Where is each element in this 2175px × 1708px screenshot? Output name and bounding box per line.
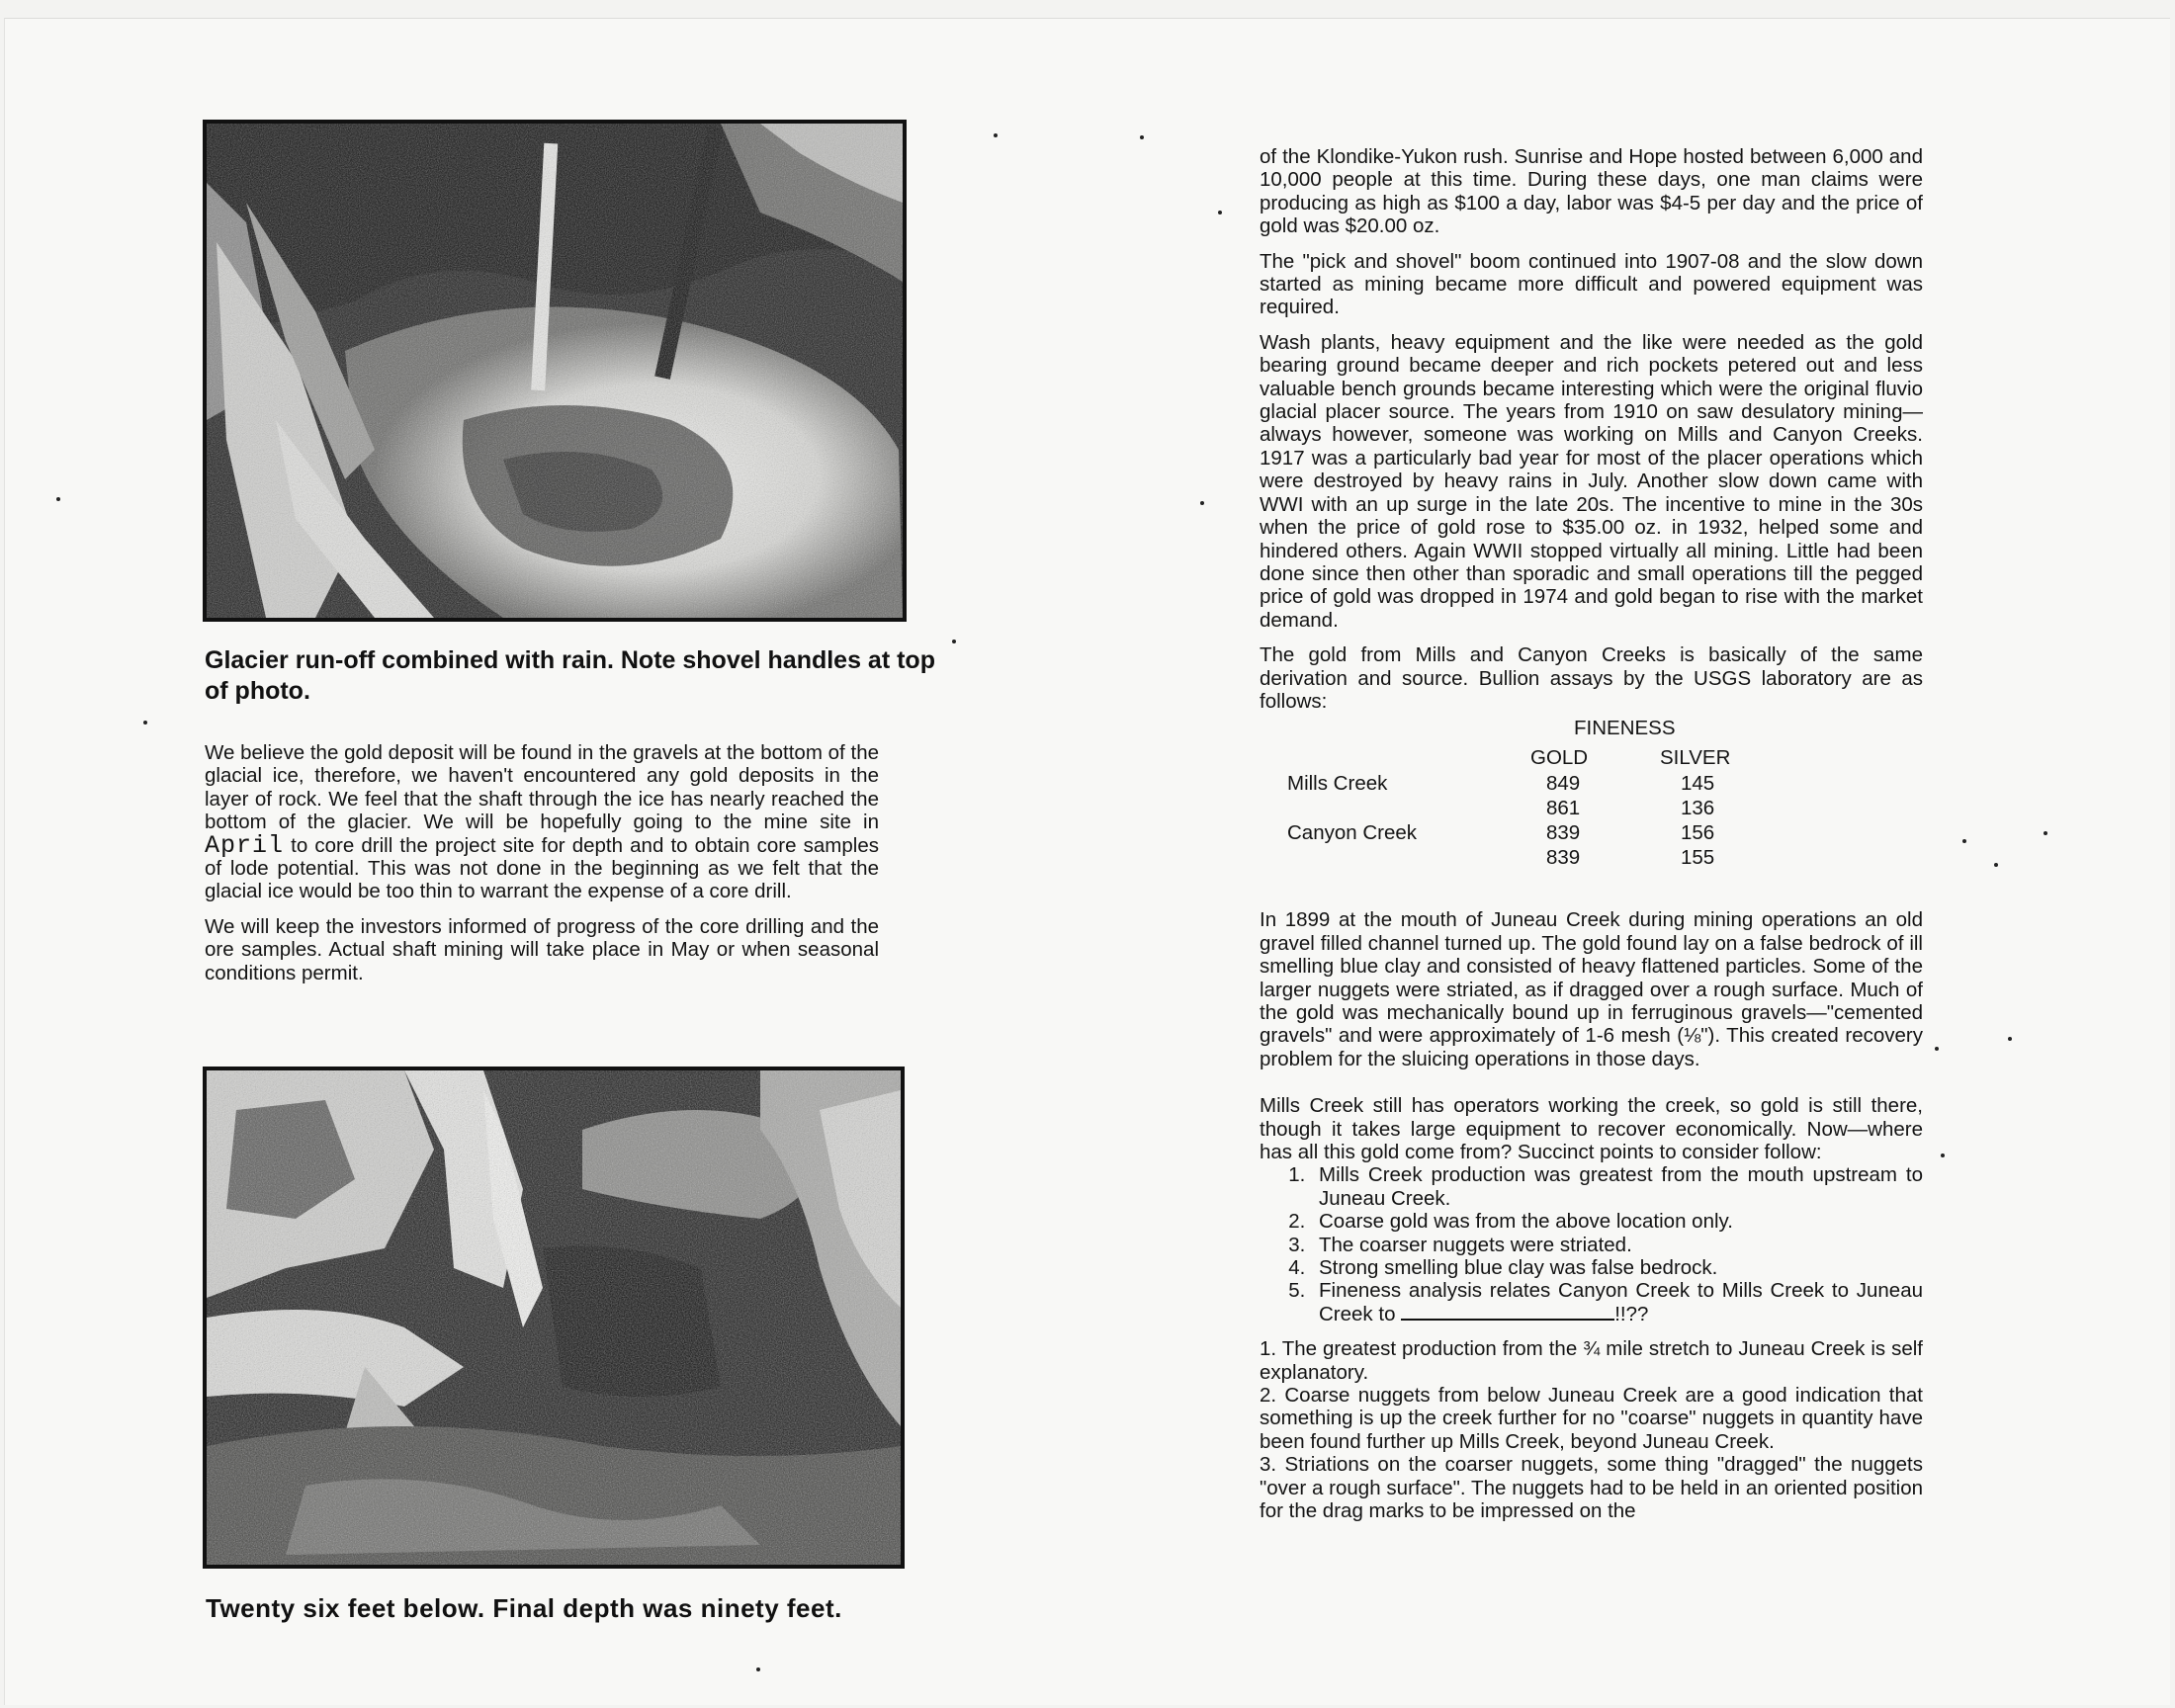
list-item: 1. Mills Creek production was greatest from the mouth upstream to Juneau Creek. — [1311, 1163, 1923, 1210]
scan-speck — [952, 640, 956, 643]
explanation-3: 3. Striations on the coarser nuggets, some thing "dragged" the nuggets "over a rough surface". The nuggets had to be held in an oriented position for the drag marks to be impressed on the — [1260, 1453, 1923, 1523]
right-column-text — [1260, 145, 1923, 1523]
point5-text: Fineness analysis relates Canyon Creek to Mills Creek to Juneau Creek to — [1319, 1279, 1923, 1325]
list-item — [1311, 1279, 1923, 1325]
table-row-silver: 136 — [1681, 797, 1715, 820]
right-paragraph-1: of the Klondike-Yukon rush. Sunrise and Hope hosted between 6,000 and 10,000 people at this time. During these days, one man claims were producing as high as $100 a day, labor was $4-5 per day and the price of gold was $20.00 oz. — [1260, 145, 1923, 238]
shaft-depth-image — [207, 1070, 901, 1565]
glacier-runoff-photo — [203, 120, 907, 622]
fineness-table — [1260, 717, 1923, 898]
right-paragraph-2: The "pick and shovel" boom continued into 1907-08 and the slow down started as mining became more difficult and powered equipment was required. — [1260, 249, 1923, 319]
right-paragraph-6: Mills Creek still has operators working the creek, so gold is still there, though it takes large equipment to recover economically. Now—where has all this gold come from? Succinct points to consider follow: — [1260, 1094, 1923, 1163]
table-row-gold: 861 — [1546, 797, 1581, 820]
glacier-runoff-image — [207, 124, 903, 618]
explanation-1: 1. The greatest production from the ¾ mile stretch to Juneau Creek is self explanatory. — [1260, 1337, 1923, 1384]
gold-column-header: GOLD — [1530, 746, 1589, 770]
scan-speck — [56, 497, 60, 501]
table-row-gold: 849 — [1546, 772, 1581, 796]
month-april: April — [205, 830, 285, 860]
left-column-text — [205, 741, 879, 996]
scan-speck — [756, 1667, 760, 1671]
table-row-creek: Canyon Creek — [1287, 821, 1418, 845]
left-p1-text-a: We believe the gold deposit will be found in the gravels at the bottom of the glacial ice, therefore, we haven't encountered any gold deposits in the layer of rock. We feel that the shaft through the ice has nearly reached the bottom of the glacier. We will be hopefully going to the mine site in — [205, 741, 879, 834]
table-row-creek: Mills Creek — [1287, 772, 1388, 796]
explanation-2: 2. Coarse nuggets from below Juneau Creek are a good indication that something is up the creek further for no "coarse" nuggets in quantity have been found further up Mills Creek, beyond Juneau Creek. — [1260, 1384, 1923, 1453]
scan-speck — [2008, 1037, 2012, 1041]
right-paragraph-5: In 1899 at the mouth of Juneau Creek during mining operations an old gravel filled channel turned up. The gold found lay on a false bedrock of ill smelling blue clay and consisted of heavy flattened particles. Some of the larger nuggets were striated, as if dragged over a rough surface. Much of the gold was mechanically bound up in ferruginous gravels—"cemented gravels" and were approximately of 1-6 mesh (⅛"). This created recovery problem for the sluicing operations in those days. — [1260, 908, 1923, 1070]
list-item: 3. The coarser nuggets were striated. — [1311, 1234, 1923, 1256]
right-paragraph-3: Wash plants, heavy equipment and the like were needed as the gold bearing ground became deeper and rich pockets petered out and less valuable bench grounds became interesting which were the original fluvio glacial placer source. The years from 1910 on saw desulatory mining—always however, someone was working on Mills and Canyon Creeks. 1917 was a particularly bad year for most of the placer operations which were destroyed by heavy rains in July. Another slow down came with WWI with an up surge in the late 20s. The incentive to mine in the 30s when the price of gold rose to $35.00 oz. in 1932, helped some and hindered others. Again WWII stopped virtually all mining. Little had been done since then other than sporadic and small operations till the pegged price of gold was dropped in 1974 and gold began to rise with the market demand. — [1260, 330, 1923, 632]
scan-speck — [1935, 1047, 1939, 1051]
table-row-gold: 839 — [1546, 846, 1581, 870]
scan-speck — [1200, 501, 1204, 505]
scan-speck — [1994, 863, 1998, 867]
list-item: 4. Strong smelling blue clay was false bedrock. — [1311, 1256, 1923, 1279]
list-item: 2. Coarse gold was from the above location only. — [1311, 1210, 1923, 1233]
scan-speck — [994, 133, 998, 137]
scan-speck — [1941, 1153, 1945, 1157]
scan-speck — [1218, 211, 1222, 214]
table-row-silver: 155 — [1681, 846, 1715, 870]
left-paragraph-1 — [205, 741, 879, 903]
fineness-title: FINENESS — [1574, 717, 1676, 740]
photo2-caption: Twenty six feet below. Final depth was ninety feet. — [206, 1593, 842, 1623]
succinct-points-list — [1260, 1163, 1923, 1325]
right-paragraph-4: The gold from Mills and Canyon Creeks is basically of the same derivation and source. Bullion assays by the USGS laboratory are as follows: — [1260, 643, 1923, 713]
scan-speck — [1962, 839, 1966, 843]
scan-speck — [1140, 135, 1144, 139]
scan-speck — [2044, 831, 2047, 835]
table-row-gold: 839 — [1546, 821, 1581, 845]
point5-suffix: !!?? — [1614, 1302, 1649, 1325]
silver-column-header: SILVER — [1660, 746, 1731, 770]
shaft-depth-photo — [203, 1067, 905, 1569]
left-paragraph-2: We will keep the investors informed of progress of the core drilling and the ore samples. Actual shaft mining will take place in May or when seasonal conditions permit. — [205, 914, 879, 984]
document-page — [4, 18, 2170, 1705]
table-row-silver: 145 — [1681, 772, 1715, 796]
table-row-silver: 156 — [1681, 821, 1715, 845]
scan-speck — [143, 721, 147, 725]
left-p1-text-b: to core drill the project site for depth and to obtain core samples of lode potential. This was not done in the beginning as we felt that the glacial ice would be too thin to warrant the expense of a core drill. — [205, 833, 879, 903]
fill-in-blank — [1401, 1305, 1614, 1321]
photo1-caption: Glacier run-off combined with rain. Note shovel handles at top of photo. — [205, 646, 935, 705]
